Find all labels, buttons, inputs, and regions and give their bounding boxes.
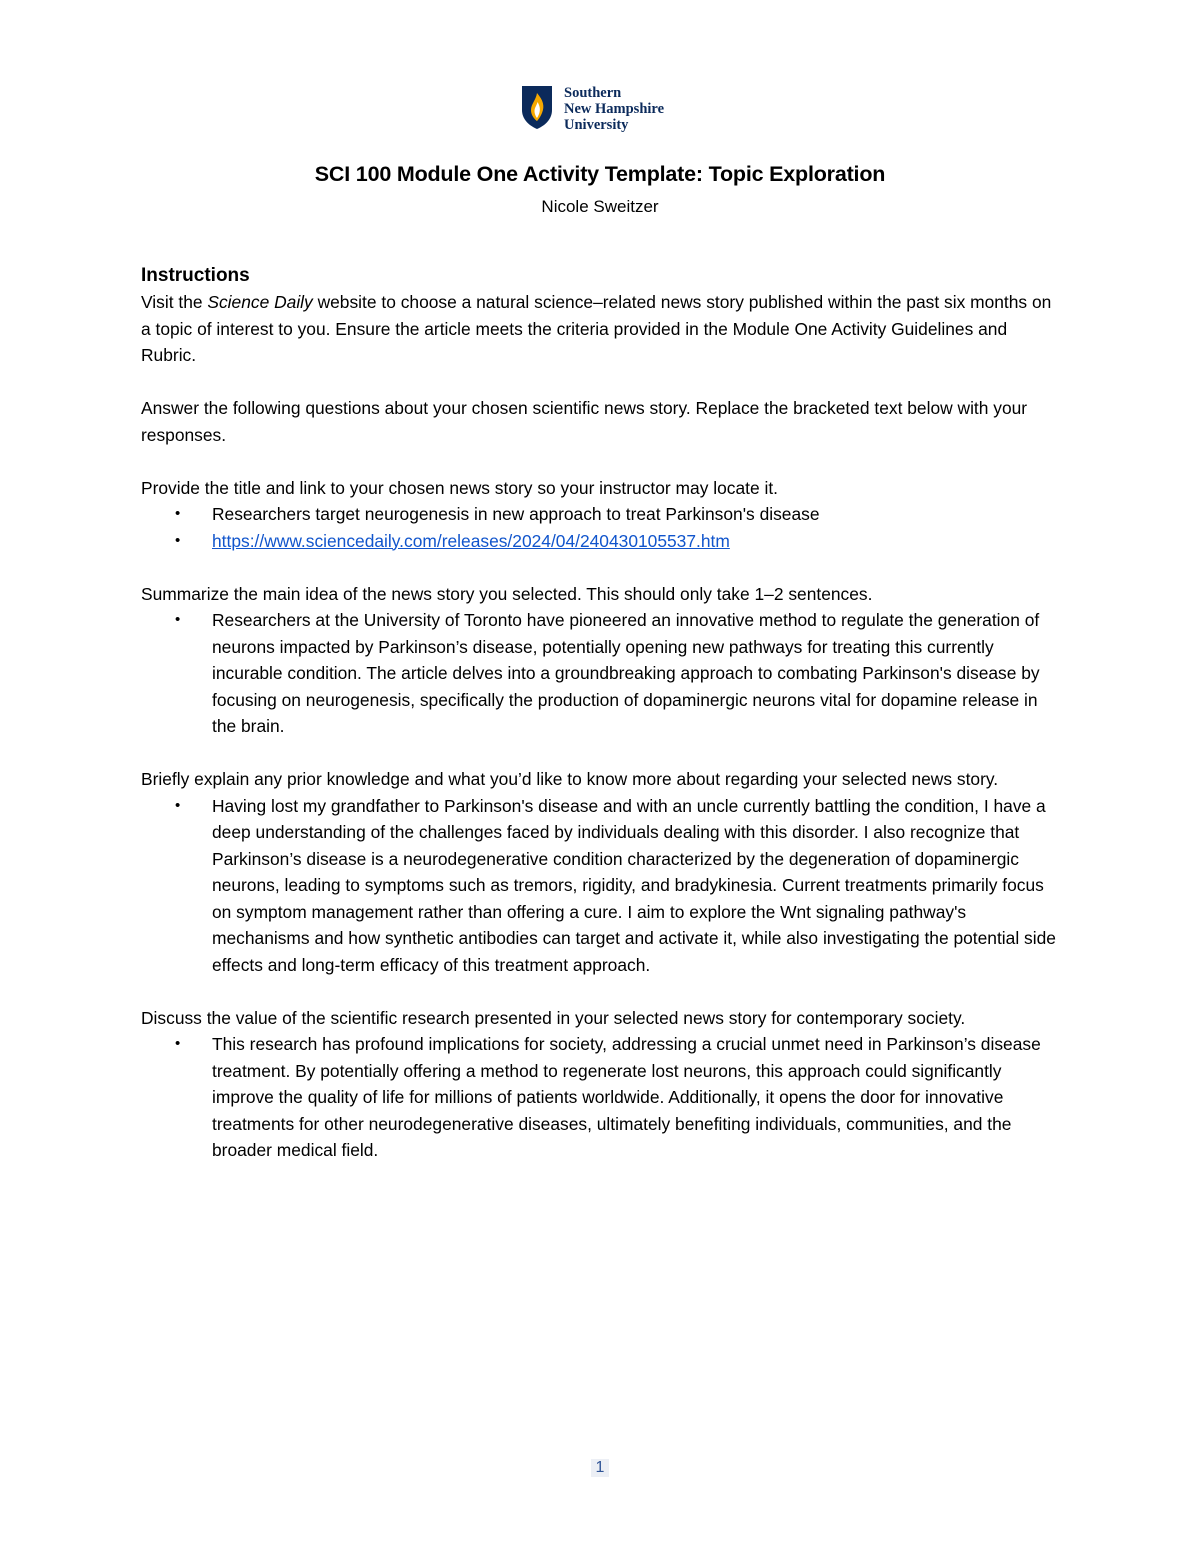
question-4-answer: This research has profound implications for society, addressing a crucial unmet need in Parkinson’s disease treatment. By potentially offering a method to regenerate lost neurons, this approach could significantly improve the quality of life for millions of patients worldwide. Additionally, it opens the door for innovative treatments for other neurodegenerative diseases, ultimately benefiting individuals, communities, and the broader medical field. — [212, 1034, 1041, 1160]
document-title: SCI 100 Module One Activity Template: Topic Exploration — [314, 162, 886, 186]
logo-line-3: University — [564, 117, 629, 133]
question-3-answer: Having lost my grandfather to Parkinson's disease and with an uncle currently battling the condition, I have a deep understanding of the challenges faced by individuals dealing with this disorder. I also recognize that Parkinson’s disease is a neurodegenerative condition characterized by the degeneration of dopaminergic neurons, leading to symptoms such as tremors, rigidity, and bradykinesia. Current treatments primarily focus on symptom management rather than offering a cure. I aim to explore the Wnt signaling pathway's mechanisms and how synthetic antibodies can target and activate it, while also investigating the potential side effects and long-term efficacy of this treatment approach. — [212, 795, 1056, 975]
list-item — [141, 607, 1061, 740]
university-logo — [520, 84, 664, 133]
question-3-answers — [141, 793, 1061, 979]
page-number: 1 — [591, 1459, 609, 1477]
question-2-answers — [141, 607, 1061, 740]
snhu-flame-shield-icon — [520, 84, 554, 130]
bullet-icon: • — [175, 1035, 181, 1052]
logo-line-2: New Hampshire — [564, 101, 665, 117]
author-name: Nicole Sweitzer — [541, 197, 659, 216]
article-link[interactable]: https://www.sciencedaily.com/releases/2024/04/240430105537.htm — [212, 530, 730, 551]
question-3-prompt: Briefly explain any prior knowledge and what you’d like to know more about regarding your selected news story. — [141, 769, 999, 789]
question-2-answer: Researchers at the University of Toronto have pioneered an innovative method to regulate the generation of neurons impacted by Parkinson’s disease, potentially opening new pathways for treating this currently incurable condition. The article delves into a groundbreaking approach to combating Parkinson's disease by focusing on neurogenesis, specifically the production of dopaminergic neurons vital for dopamine release in the brain. — [212, 610, 1040, 736]
list-item — [141, 528, 1061, 555]
bullet-icon: • — [175, 531, 181, 549]
list-item — [141, 501, 1061, 528]
list-item — [141, 793, 1061, 979]
question-1-prompt: Provide the title and link to your chosen news story so your instructor may locate it. — [141, 477, 778, 498]
bullet-icon: • — [175, 611, 181, 628]
article-title: Researchers target neurogenesis in new approach to treat Parkinson's disease — [212, 504, 820, 524]
question-4-prompt: Discuss the value of the scientific research presented in your selected news story for contemporary society. — [141, 1007, 966, 1028]
question-2-prompt: Summarize the main idea of the news story you selected. This should only take 1–2 sentences. — [141, 583, 873, 604]
logo-wordmark — [564, 85, 664, 133]
bullet-icon: • — [175, 796, 181, 814]
instructions-paragraph-2: Answer the following questions about your chosen scientific news story. Replace the bracketed text below with your responses. — [141, 398, 1028, 445]
document-body — [141, 262, 1061, 1164]
question-1-answers — [141, 501, 1061, 554]
bullet-icon: • — [175, 505, 181, 522]
logo-line-1: Southern — [564, 85, 622, 101]
list-item — [141, 1031, 1061, 1164]
question-4-answers — [141, 1031, 1061, 1164]
instructions-p1-before: Visit the — [141, 292, 208, 312]
instructions-p1-after: website to choose a natural science–related news story published within the past six months on a topic of interest to you. Ensure the article meets the criteria provided in the Module One Activity Guidelines and Rubric. — [141, 292, 1052, 365]
instructions-paragraph-1 — [141, 289, 1061, 369]
science-daily-name: Science Daily — [207, 292, 313, 312]
instructions-heading: Instructions — [141, 265, 250, 286]
